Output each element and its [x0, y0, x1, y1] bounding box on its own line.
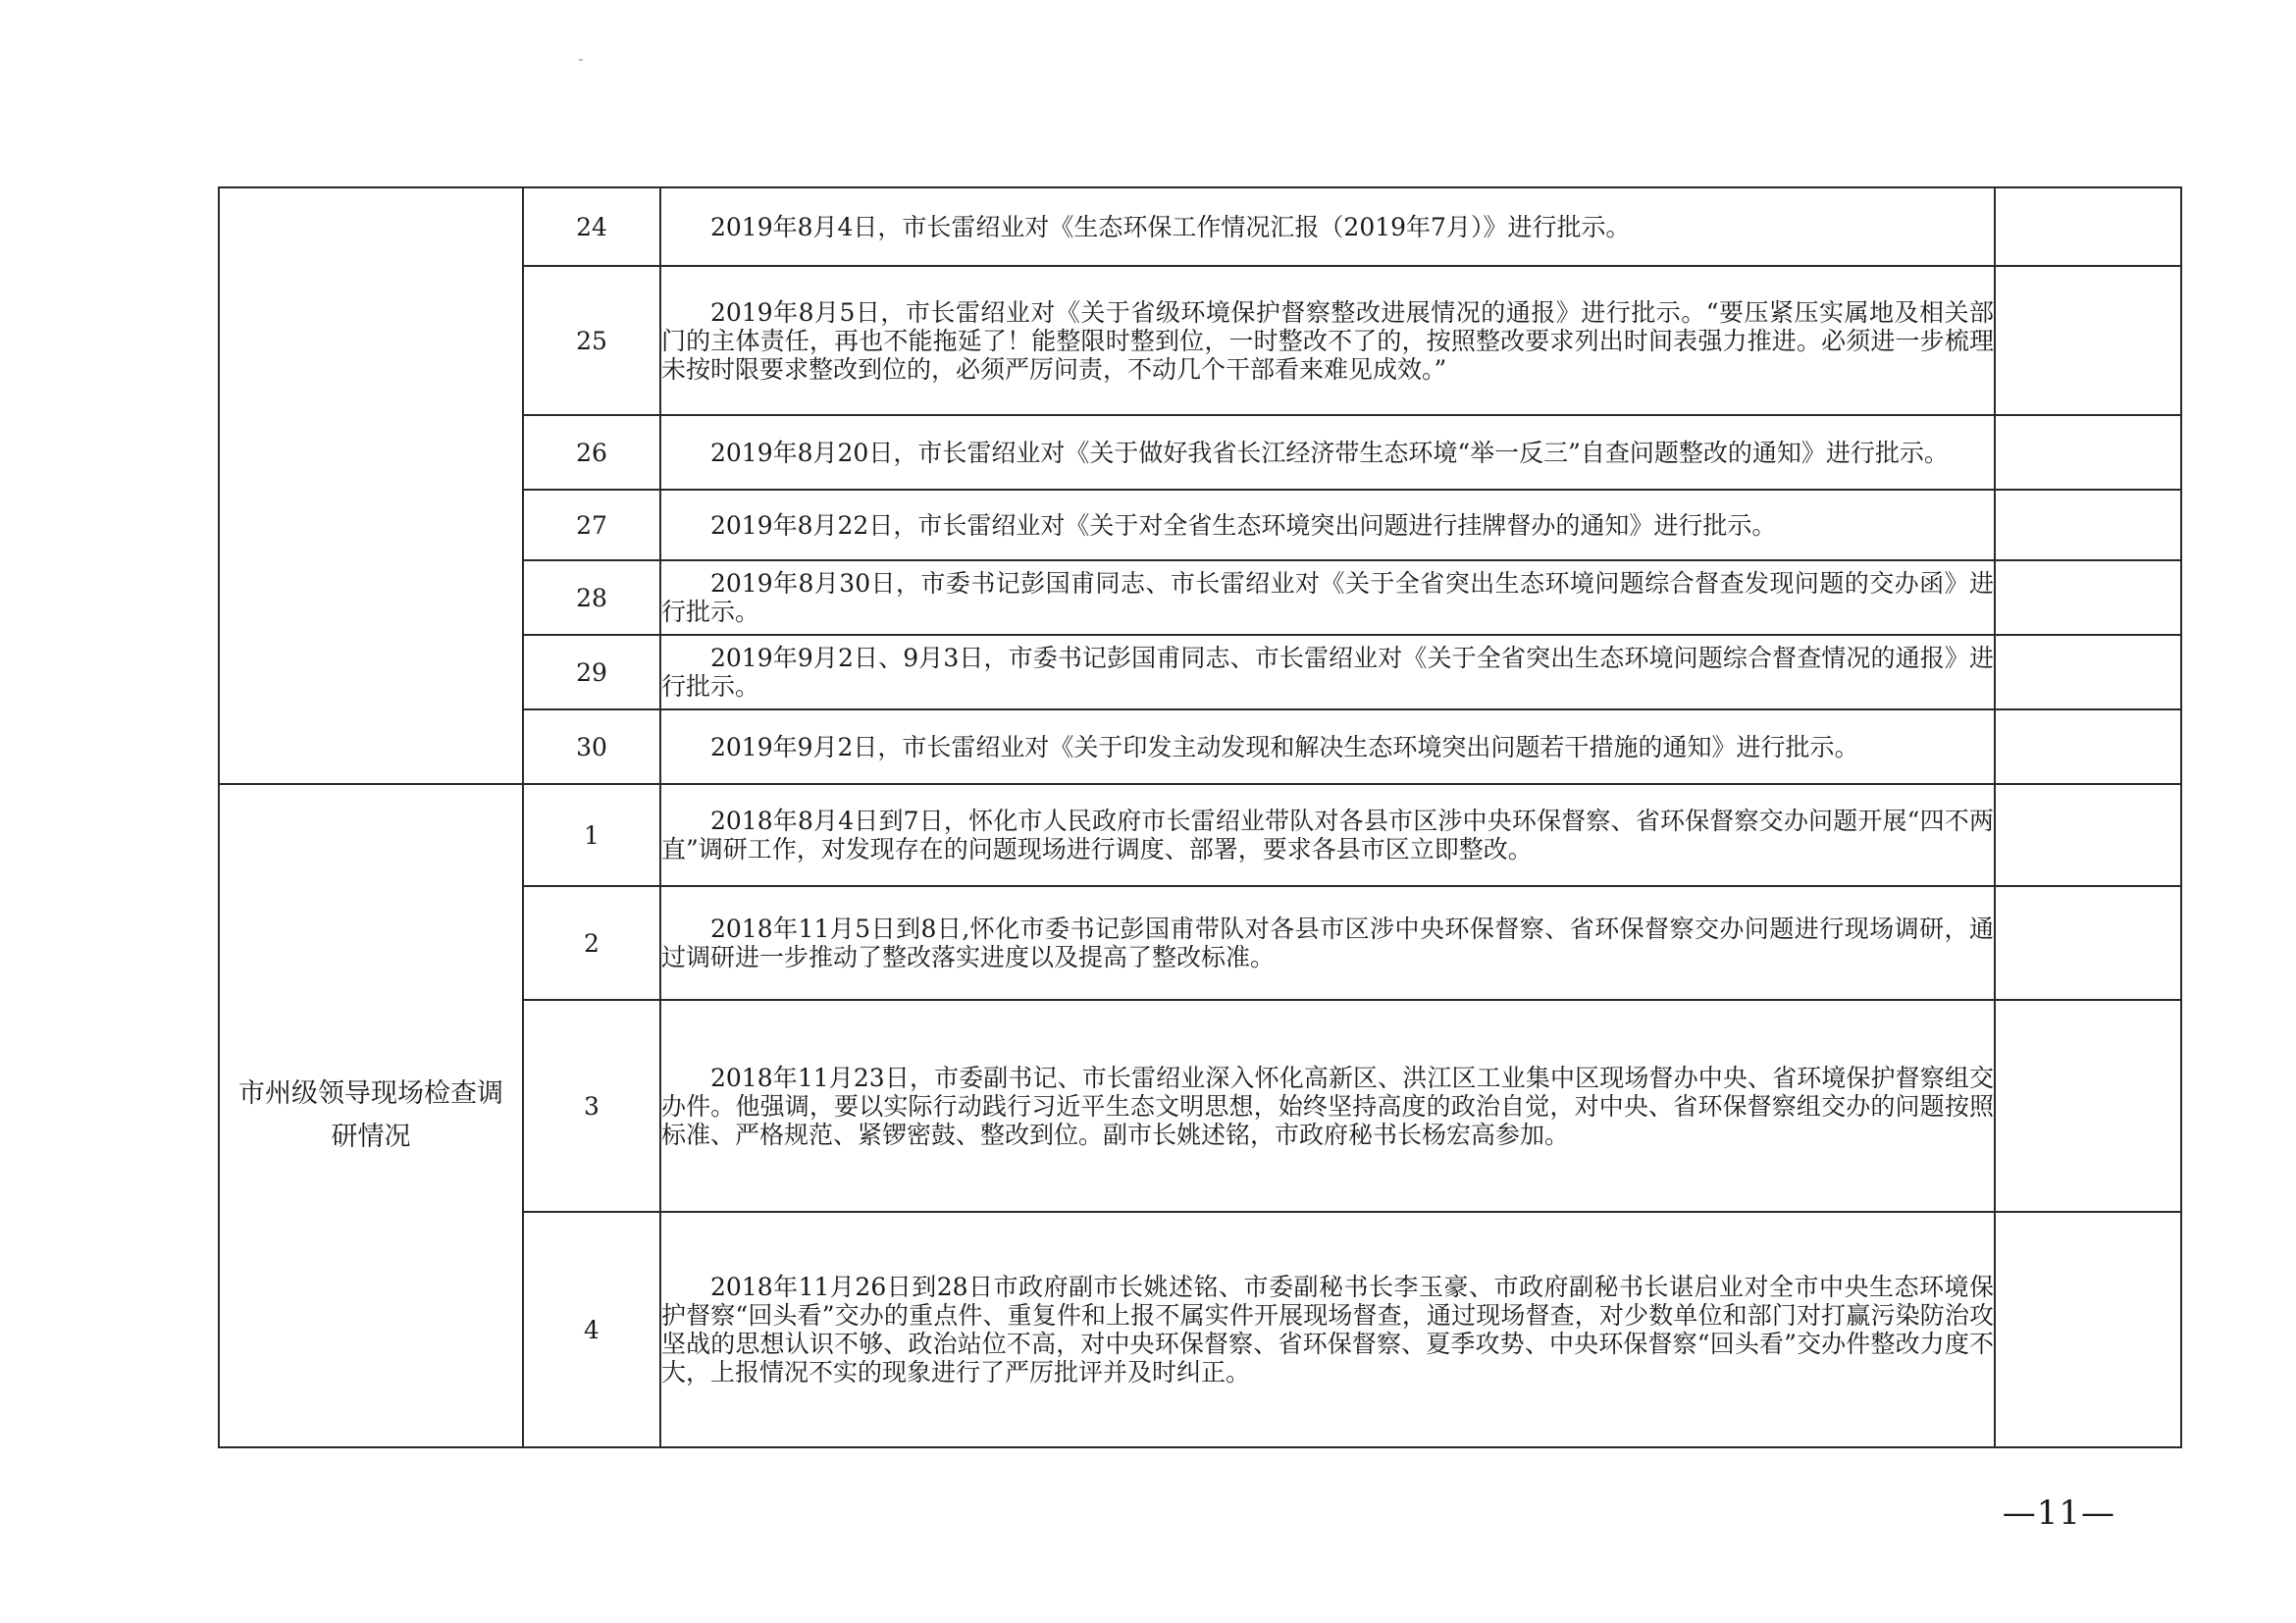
remark-cell	[1995, 784, 2181, 886]
row-number: 1	[523, 784, 660, 886]
row-number: 3	[523, 1000, 660, 1212]
scan-speck	[579, 59, 583, 61]
row-content: 2019年8月5日，市长雷绍业对《关于省级环境保护督察整改进展情况的通报》进行批示。“要压紧压实属地及相关部门的主体责任，再也不能拖延了！能整限时整到位，一时整改不了的，按照整改要求列出时间表强力推进。必须进一步梳理未按时限要求整改到位的，必须严厉问责，不动几个干部看来难见成效。”	[660, 266, 1995, 415]
row-number: 28	[523, 560, 660, 635]
page-number: —11—	[2002, 1493, 2115, 1533]
remark-cell	[1995, 635, 2181, 709]
row-content: 2019年8月22日，市长雷绍业对《关于对全省生态环境突出问题进行挂牌督办的通知》进行批示。	[660, 490, 1995, 560]
row-number: 26	[523, 415, 660, 490]
category-label: 市州级领导现场检查调研情况	[238, 1078, 503, 1152]
remark-cell	[1995, 266, 2181, 415]
row-content: 2019年9月2日，市长雷绍业对《关于印发主动发现和解决生态环境突出问题若干措施的通知》进行批示。	[660, 709, 1995, 784]
row-number: 24	[523, 187, 660, 266]
remark-cell	[1995, 1212, 2181, 1447]
remark-cell	[1995, 415, 2181, 490]
row-content: 2018年11月26日到28日市政府副市长姚述铭、市委副秘书长李玉豪、市政府副秘书长谌启业对全市中央生态环境保护督察“回头看”交办的重点件、重复件和上报不属实件开展现场督查，通过现场督查，对少数单位和部门对打赢污染防治攻坚战的思想认识不够、政治站位不高，对中央环保督察、省环保督察、夏季攻势、中央环保督察“回头看”交办件整改力度不大，上报情况不实的现象进行了严厉批评并及时纠正。	[660, 1212, 1995, 1447]
row-content: 2018年8月4日到7日，怀化市人民政府市长雷绍业带队对各县市区涉中央环保督察、省环保督察交办问题开展“四不两直”调研工作，对发现存在的问题现场进行调度、部署，要求各县市区立即整改。	[660, 784, 1995, 886]
row-content: 2018年11月5日到8日,怀化市委书记彭国甫带队对各县市区涉中央环保督察、省环保督察交办问题进行现场调研，通过调研进一步推动了整改落实进度以及提高了整改标准。	[660, 886, 1995, 1000]
row-number: 29	[523, 635, 660, 709]
row-content: 2019年8月20日，市长雷绍业对《关于做好我省长江经济带生态环境“举一反三”自查问题整改的通知》进行批示。	[660, 415, 1995, 490]
table-row	[219, 784, 2181, 886]
supervision-table	[218, 186, 2182, 1448]
remark-cell	[1995, 709, 2181, 784]
remark-cell	[1995, 560, 2181, 635]
row-content: 2019年8月4日，市长雷绍业对《生态环保工作情况汇报（2019年7月）》进行批示。	[660, 187, 1995, 266]
table-row	[219, 187, 2181, 266]
row-number: 30	[523, 709, 660, 784]
row-number: 25	[523, 266, 660, 415]
category-cell	[219, 187, 523, 784]
remark-cell	[1995, 490, 2181, 560]
category-cell	[219, 784, 523, 1447]
remark-cell	[1995, 1000, 2181, 1212]
row-content: 2019年8月30日，市委书记彭国甫同志、市长雷绍业对《关于全省突出生态环境问题综合督查发现问题的交办函》进行批示。	[660, 560, 1995, 635]
row-content: 2019年9月2日、9月3日，市委书记彭国甫同志、市长雷绍业对《关于全省突出生态环境问题综合督查情况的通报》进行批示。	[660, 635, 1995, 709]
remark-cell	[1995, 886, 2181, 1000]
row-number: 27	[523, 490, 660, 560]
remark-cell	[1995, 187, 2181, 266]
row-number: 4	[523, 1212, 660, 1447]
row-number: 2	[523, 886, 660, 1000]
row-content: 2018年11月23日，市委副书记、市长雷绍业深入怀化高新区、洪江区工业集中区现场督办中央、省环境保护督察组交办件。他强调，要以实际行动践行习近平生态文明思想，始终坚持高度的政治自觉，对中央、省环保督察组交办的问题按照标准、严格规范、紧锣密鼓、整改到位。副市长姚述铭，市政府秘书长杨宏高参加。	[660, 1000, 1995, 1212]
